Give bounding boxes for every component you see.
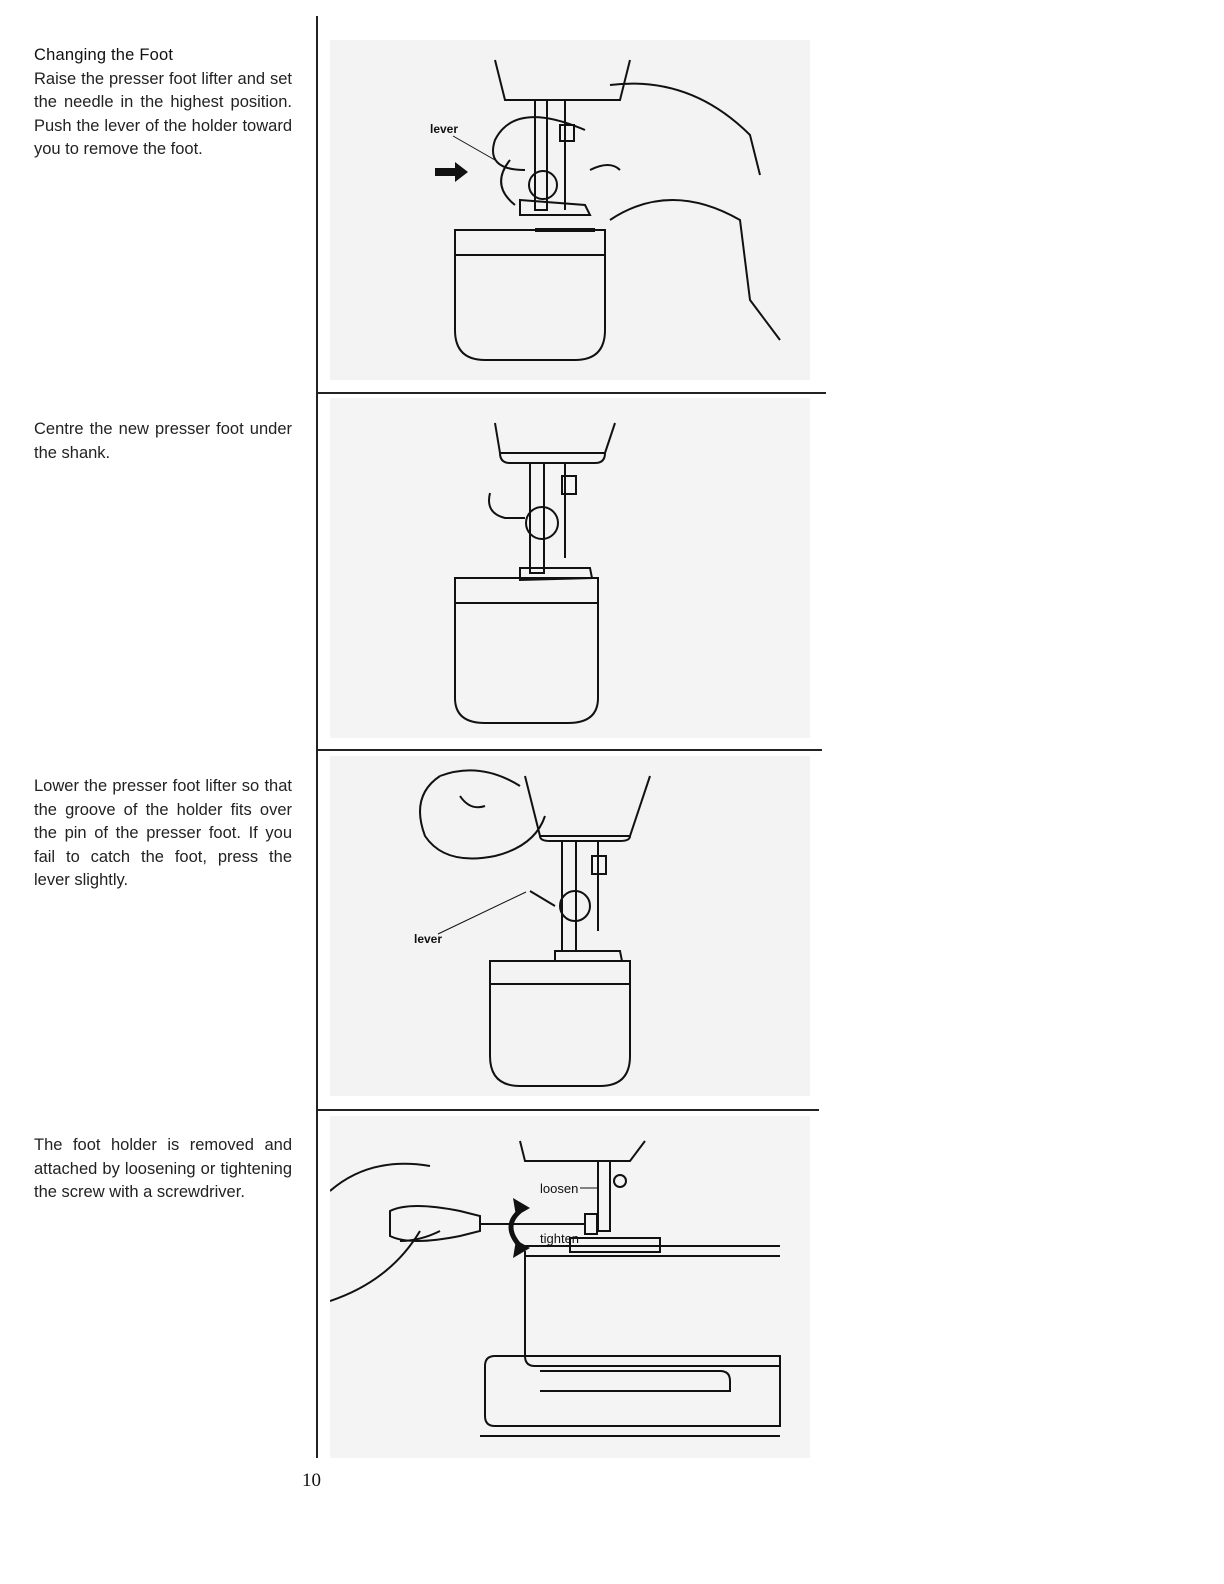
push-arrow-icon <box>435 162 468 182</box>
figure-3-illustration <box>330 756 810 1096</box>
figure-3-lever-label: lever <box>414 932 443 946</box>
figure-1-remove-foot <box>330 40 810 380</box>
step-4-instruction: The foot holder is removed and attached by loosening or tightening the screw with a screwdriver. <box>34 1136 292 1201</box>
column-divider <box>316 16 318 1458</box>
step-2-instruction: Centre the new presser foot under the shank. <box>34 420 292 462</box>
figure-3-lower-lifter <box>330 756 810 1096</box>
step-1-instruction: Raise the presser foot lifter and set the needle in the highest position. Push the lever of the holder toward you to remove the foot. <box>34 69 292 158</box>
page-number: 10 <box>302 1470 321 1491</box>
step-3-text-block <box>34 775 292 893</box>
panel-divider-1 <box>316 392 826 394</box>
figure-2-illustration <box>330 398 810 738</box>
section-heading: Changing the Foot <box>34 46 174 64</box>
figure-4-loosen-label: loosen <box>540 1181 579 1196</box>
figure-4-tighten-label: tighten <box>540 1231 580 1246</box>
figure-1-illustration <box>330 40 810 380</box>
panel-divider-2 <box>316 749 822 751</box>
figure-4-screwdriver <box>330 1116 810 1458</box>
figure-2-centre-foot <box>330 398 810 738</box>
step-3-instruction: Lower the presser foot lifter so that the groove of the holder fits over the pin of the presser foot. If you fail to catch the foot, press the lever slightly. <box>34 777 292 889</box>
panel-divider-3 <box>316 1109 819 1111</box>
step-2-text-block <box>34 418 292 465</box>
step-4-text-block <box>34 1134 292 1205</box>
figure-1-lever-label: lever <box>430 122 459 136</box>
step-1-text-block <box>34 44 292 162</box>
figure-4-illustration <box>330 1116 810 1458</box>
